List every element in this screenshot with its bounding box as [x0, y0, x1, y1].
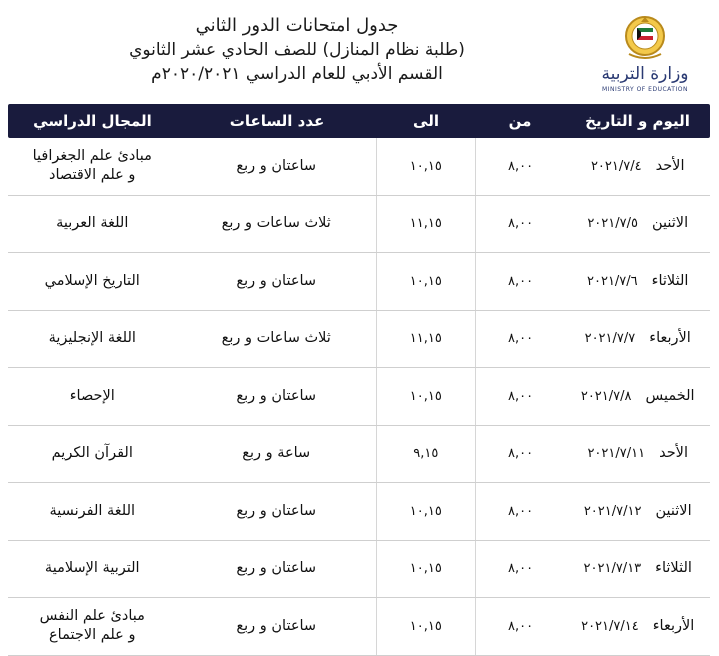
schedule-table	[8, 104, 710, 656]
day-name: الأحد	[655, 157, 685, 174]
end-time-cell: ٩,١٥	[376, 426, 476, 483]
end-time-cell: ١٠,١٥	[376, 253, 476, 310]
table-body	[8, 138, 710, 656]
title-block	[37, 14, 557, 86]
day-name: الأربعاء	[652, 617, 695, 634]
title-line-2: (طلبة نظام المنازل) للصف الحادي عشر الثانوي	[129, 40, 465, 60]
duration-cell: ساعتان و ربع	[236, 617, 317, 634]
date-cell	[565, 598, 710, 655]
end-time-cell: ١١,١٥	[376, 311, 476, 368]
exam-date: ٢٠٢١/٧/٦	[587, 273, 638, 289]
end-time-cell: ١٠,١٥	[376, 138, 476, 195]
start-time-cell: ٨,٠٠	[507, 561, 534, 577]
exam-date: ٢٠٢١/٧/١١	[587, 446, 646, 462]
column-header-subject: المجال الدراسي	[33, 112, 152, 130]
exam-date: ٢٠٢١/٧/٥	[587, 216, 638, 232]
subject-cell: التربية الإسلامية	[44, 560, 140, 577]
exam-date: ٢٠٢١/٧/١٣	[583, 561, 642, 577]
table-row	[8, 368, 710, 426]
table-row	[8, 196, 710, 254]
date-cell	[565, 368, 710, 425]
subject-cell: مبادئ علم الجغرافيا و علم الاقتصاد	[32, 148, 152, 184]
table-row	[8, 311, 710, 369]
subject-cell: اللغة العربية	[56, 215, 129, 232]
column-header-date: اليوم و التاريخ	[585, 112, 690, 130]
day-name: الثلاثاء	[651, 272, 689, 289]
duration-cell: ثلاث ساعات و ربع	[221, 330, 331, 347]
end-time-cell: ١٠,١٥	[376, 368, 476, 425]
document-header	[0, 0, 719, 102]
subject-cell: مبادئ علم النفس و علم الاجتماع	[39, 608, 145, 644]
ministry-name-ar: وزارة التربية	[601, 64, 689, 84]
title-line-1: جدول امتحانات الدور الثاني	[195, 15, 399, 36]
date-cell	[565, 138, 710, 195]
table-row	[8, 138, 710, 196]
date-cell	[565, 426, 710, 483]
duration-cell: ساعتان و ربع	[236, 560, 317, 577]
duration-cell: ساعتان و ربع	[236, 272, 317, 289]
day-name: الأربعاء	[649, 330, 691, 347]
day-name: الاثنين	[655, 502, 692, 519]
subject-cell: اللغة الإنجليزية	[48, 330, 136, 347]
start-time-cell: ٨,٠٠	[507, 446, 534, 462]
ministry-logo	[585, 14, 705, 93]
column-header-to: الى	[413, 112, 439, 130]
title-line-3: القسم الأدبي للعام الدراسي ٢٠٢٠/٢٠٢١م	[151, 64, 443, 84]
exam-date: ٢٠٢١/٧/٨	[580, 388, 632, 404]
day-name: الخميس	[645, 387, 695, 404]
table-row	[8, 253, 710, 311]
table-row	[8, 483, 710, 541]
end-time-cell: ١٠,١٥	[376, 541, 476, 598]
table-row	[8, 426, 710, 484]
exam-date: ٢٠٢١/٧/٧	[584, 331, 636, 347]
duration-cell: ساعتان و ربع	[236, 387, 317, 404]
date-cell	[565, 483, 710, 540]
subject-cell: اللغة الفرنسية	[49, 502, 136, 519]
ministry-name-en: MINISTRY OF EDUCATION	[602, 86, 688, 93]
end-time-cell: ١٠,١٥	[376, 598, 476, 655]
kuwait-emblem-icon	[623, 14, 667, 62]
table-header	[8, 104, 710, 138]
exam-date: ٢٠٢١/٧/١٢	[583, 503, 642, 519]
column-header-hours: عدد الساعات	[229, 112, 325, 130]
start-time-cell: ٨,٠٠	[507, 618, 534, 634]
subject-cell: الإحصاء	[69, 387, 115, 404]
start-time-cell: ٨,٠٠	[507, 388, 534, 404]
date-cell	[565, 253, 710, 310]
duration-cell: ساعة و ربع	[242, 445, 311, 462]
table-row	[8, 598, 710, 656]
subject-cell: القرآن الكريم	[51, 445, 133, 462]
date-cell	[565, 196, 710, 253]
start-time-cell: ٨,٠٠	[507, 216, 534, 232]
subject-cell: التاريخ الإسلامي	[44, 272, 140, 289]
exam-date: ٢٠٢١/٧/١٤	[581, 618, 639, 634]
date-cell	[565, 541, 710, 598]
end-time-cell: ١١,١٥	[376, 196, 476, 253]
duration-cell: ساعتان و ربع	[236, 157, 317, 174]
start-time-cell: ٨,٠٠	[507, 331, 534, 347]
start-time-cell: ٨,٠٠	[507, 273, 534, 289]
duration-cell: ثلاث ساعات و ربع	[221, 215, 331, 232]
day-name: الاثنين	[651, 215, 689, 232]
date-cell	[565, 311, 710, 368]
start-time-cell: ٨,٠٠	[507, 158, 534, 174]
day-name: الثلاثاء	[655, 560, 692, 577]
column-header-from: من	[508, 112, 532, 130]
start-time-cell: ٨,٠٠	[507, 503, 534, 519]
exam-date: ٢٠٢١/٧/٤	[590, 158, 642, 174]
table-row	[8, 541, 710, 599]
end-time-cell: ١٠,١٥	[376, 483, 476, 540]
day-name: الأحد	[659, 445, 688, 462]
duration-cell: ساعتان و ربع	[236, 502, 317, 519]
